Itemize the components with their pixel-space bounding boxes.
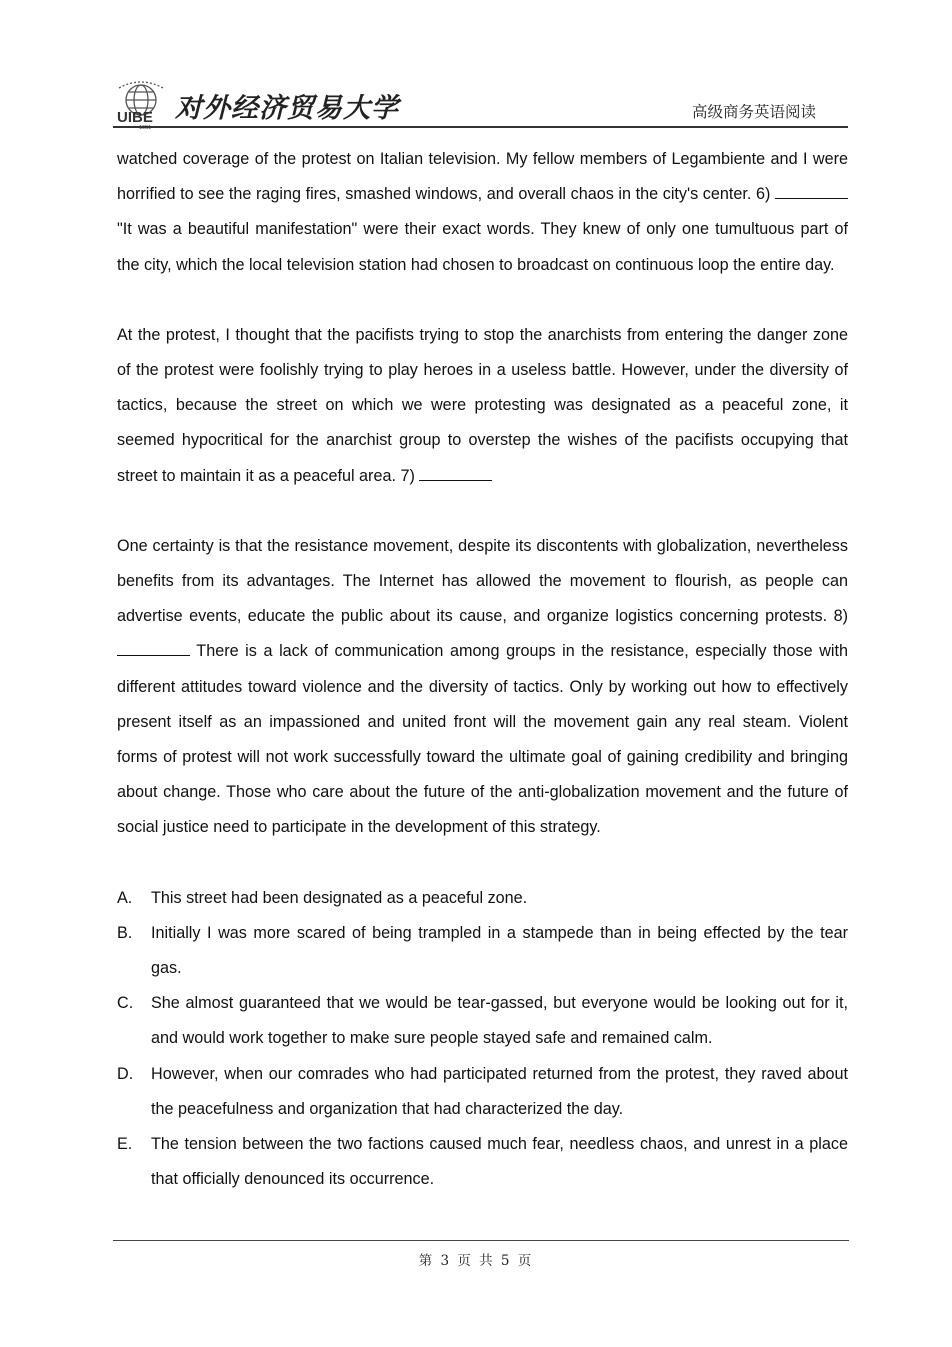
passage-paragraph bbox=[117, 529, 848, 846]
option-item bbox=[117, 916, 848, 986]
university-name: 对外经济贸易大学 bbox=[175, 93, 399, 124]
option-text: Initially I was more scared of being trampled in a stampede than in being effected by the tear gas. bbox=[151, 923, 848, 978]
option-text: She almost guaranteed that we would be tear-gassed, but everyone would be looking out for it, and would work together to make sure people stayed safe and remained calm. bbox=[151, 994, 848, 1048]
option-item bbox=[117, 986, 848, 1056]
option-item bbox=[117, 881, 848, 916]
paragraph-text: "It was a beautiful manifestation" were their exact words. They knew of only one tumultuous part of the city, which the local television station had chosen to broadcast on continuous loop the entire day. bbox=[117, 220, 848, 274]
page-number: 第 3 页 共 5 页 bbox=[418, 1253, 534, 1269]
option-letter: C. bbox=[117, 994, 134, 1013]
page-header bbox=[113, 78, 848, 130]
option-item bbox=[117, 1057, 848, 1127]
option-text: This street had been designated as a peaceful zone. bbox=[151, 888, 528, 907]
option-text: The tension between the two factions caused much fear, needless chaos, and unrest in a place that officially denounced its occurrence. bbox=[151, 1135, 848, 1189]
answer-blank-7 bbox=[419, 466, 492, 481]
course-title: 高级商务英语阅读 bbox=[691, 103, 816, 121]
option-letter: A. bbox=[117, 888, 133, 907]
footer-divider bbox=[113, 1240, 849, 1241]
university-globe-logo-icon bbox=[113, 78, 175, 130]
option-letter: B. bbox=[117, 923, 133, 942]
option-letter: E. bbox=[117, 1135, 133, 1154]
header-divider bbox=[113, 126, 848, 128]
answer-options-list bbox=[117, 881, 848, 1198]
paragraph-text: One certainty is that the resistance movement, despite its discontents with globalization, nevertheless benefits from its advantages. The Internet has allowed the movement to flourish, as people can advertise events, educate the public about its cause, and organize logistics concerning protests. 8) bbox=[117, 536, 848, 626]
option-text: However, when our comrades who had participated returned from the protest, they raved about the peacefulness and organization that had characterized the day. bbox=[151, 1064, 848, 1118]
answer-blank-6 bbox=[775, 184, 848, 199]
logo-year: 1951 bbox=[139, 125, 152, 130]
reading-passage bbox=[117, 142, 848, 1197]
passage-paragraph bbox=[117, 142, 848, 283]
option-letter: D. bbox=[117, 1064, 134, 1083]
paragraph-text: At the protest, I thought that the pacifists trying to stop the anarchists from entering the danger zone of the protest were foolishly trying to play heroes in a useless battle. However, under the diversity of tactics, because the street on which we were protesting was designated as a peaceful zone, it seemed hypocritical for the anarchist group to overstep the wishes of the pacifists occupying that street to maintain it as a peaceful area. 7) bbox=[117, 325, 848, 485]
answer-blank-8 bbox=[117, 641, 190, 656]
passage-paragraph bbox=[117, 318, 848, 494]
option-item bbox=[117, 1127, 848, 1197]
paragraph-text: watched coverage of the protest on Italian television. My fellow members of Legambiente and I were horrified to see the raging fires, smashed windows, and overall chaos in the city's center. 6) bbox=[117, 150, 848, 204]
logo-abbrev: UIBE bbox=[117, 109, 153, 126]
paragraph-text: There is a lack of communication among groups in the resistance, especially those with different attitudes toward violence and the diversity of tactics. Only by working out how to effectively present itself as an impassioned and united front will the movement gain any real steam. Violent forms of protest will not work successfully toward the ultimate goal of gaining credibility and bringing about change. Those who care about the future of the anti-globalization movement and the future of social justice need to participate in the development of this strategy. bbox=[117, 642, 848, 837]
